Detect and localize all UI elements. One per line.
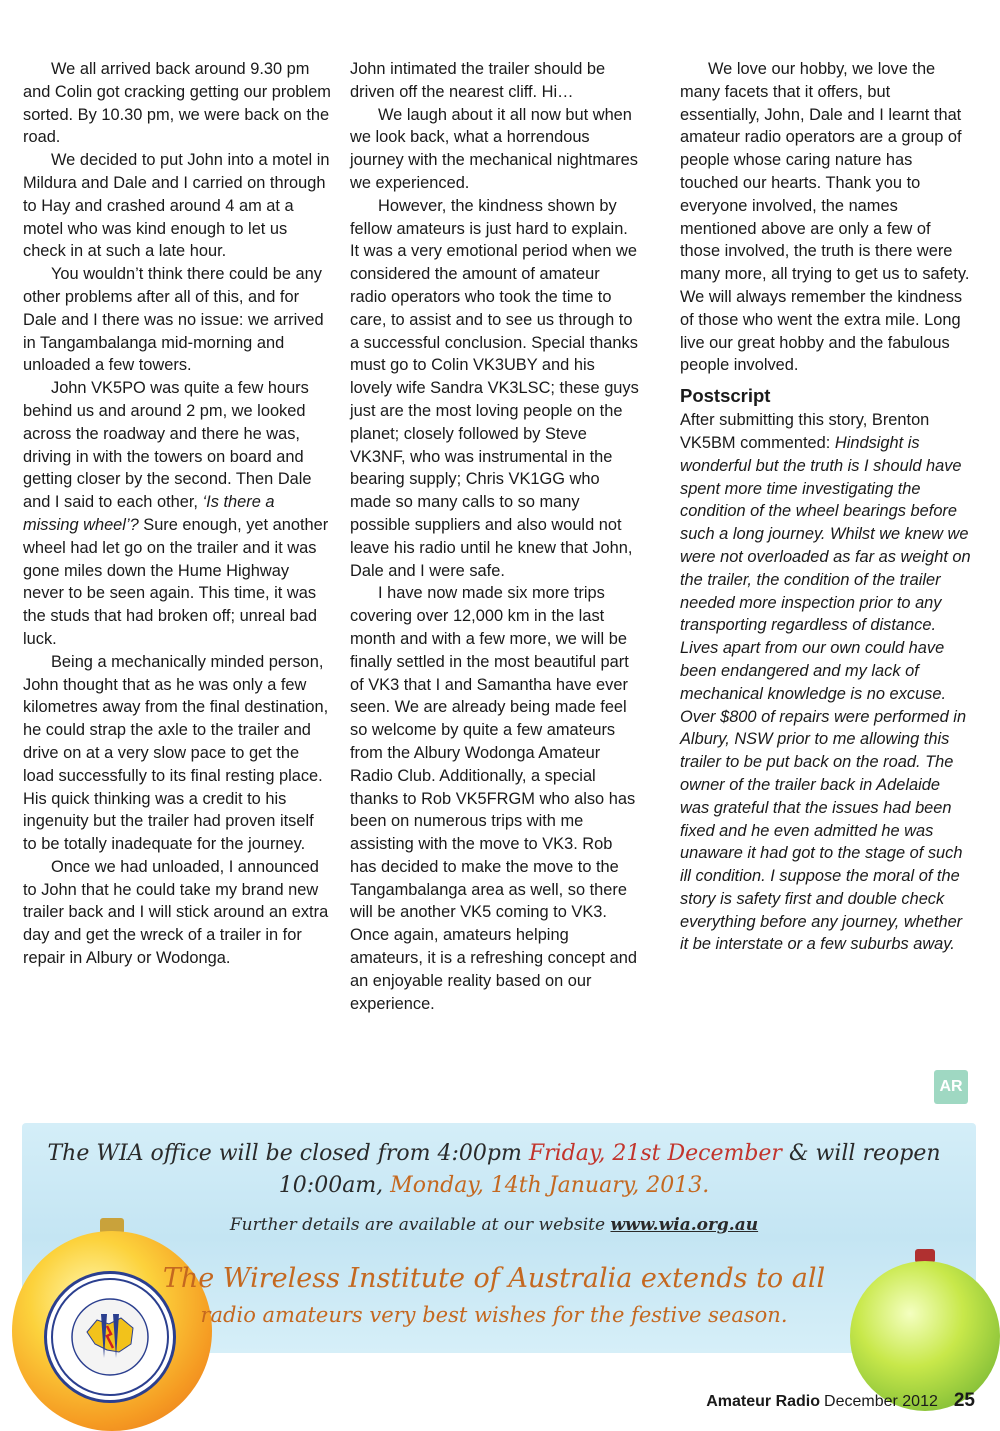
- closure-date: Friday, 21st December: [528, 1141, 782, 1166]
- paragraph: Being a mechanically minded person, John thought that as he was only a few kilometres away from the final destination, he could strap the axle to the trailer and drive on at a very slow pace to get the load successfully to its final resting place. His quick thinking was a credit to his ingenuity but the trailer had proven itself to be totally inadequate for the journey.: [23, 652, 329, 854]
- website-text: Further details are available at our website: [229, 1215, 611, 1235]
- page-number: 25: [953, 1390, 975, 1411]
- magazine-title: Amateur Radio: [706, 1393, 821, 1410]
- article-column-1: [23, 58, 331, 970]
- closure-text: The WIA office will be closed from 4:00pm: [47, 1141, 529, 1166]
- article-column-2: [350, 58, 640, 1015]
- paragraph-text: John VK5PO was quite a few hours behind us and around 2 pm, we looked across the roadway and there he was, driving in with the towers on board and getting closer by the second. Then Dale and I said to each other,: [23, 379, 312, 512]
- paragraph: I have now made six more trips covering over 12,000 km in the last month and with a few more, we will be finally settled in the most beautiful part of VK3 that I and Samantha have ever seen. We are already being made feel so welcome by quite a few amateurs from the Albury Wodonga Amateur Radio Club. Additionally, a special thanks to Rob VK5FRGM who also has been on numerous trips with me assisting with the move to VK3. Rob has decided to make the move to the Tangambalanga area as well, so there will be another VK5 coming to VK3. Once again, amateurs helping amateurs, it is a refreshing concept and an enjoyable reality based on our experience.: [350, 584, 637, 1013]
- paragraph: John intimated the trailer should be driven off the nearest cliff. Hi…: [350, 60, 606, 101]
- website-link[interactable]: www.wia.org.au: [610, 1215, 759, 1235]
- postscript-quote: Hindsight is wonderful but the truth is I should have spent more time investigating the condition of the wheel bearings before such a long journey. Whilst we knew we were not overloaded as far as weight on the trailer, the condition of the trailer needed more inspection prior to any transporting regardless of distance. Lives apart from our own could have been endangered and my lack of mechanical knowledge is no excuse. Over $800 of repairs were performed in Albury, NSW prior to me allowing this trailer to be put back on the road. The owner of the trailer back in Adelaide was grateful that the issues had been fixed and he even admitted he was unaware it had got to the stage of such ill condition. I suppose the moral of the story is safety first and double check everything before any journey, whether it be interstate or a few suburbs away.: [680, 433, 971, 954]
- paragraph: Once we had unloaded, I announced to John that he could take my brand new trailer back and I will stick around an extra day and get the wreck of a trailer in for repair in Albury or Wodonga.: [23, 857, 329, 968]
- festive-notice-banner: [12, 1123, 976, 1381]
- paragraph: You wouldn’t think there could be any other problems after all of this, and for Dale and I there was no issue: we arrived in Tangambalanga mid-morning and unloaded a few towers.: [23, 265, 324, 375]
- postscript-heading: Postscript: [680, 385, 771, 407]
- season-greeting-line-2: radio amateurs very best wishes for the festive season.: [200, 1303, 788, 1327]
- reopen-line: [12, 1173, 976, 1198]
- reopen-time: 10:00am,: [278, 1173, 391, 1198]
- ar-end-mark-icon: AR: [934, 1070, 968, 1104]
- paragraph: We love our hobby, we love the many facets that it offers, but essentially, John, Dale and I learnt that amateur radio operators are a group of people whose caring nature has touched our hearts. Thank you to everyone involved, the names mentioned above are only a few of those involved, the truth is there were many more, all trying to get us to safety. We will always remember the kindness of those who went the extra mile. Long live our great hobby and the fabulous people involved.: [680, 60, 970, 375]
- paragraph: However, the kindness shown by fellow amateurs is just hard to explain. It was a very emotional period when we considered the amount of amateur radio operators who took the time to care, to assist and to see us through to a successful conclusion. Special thanks must go to Colin VK3UBY and his lovely wife Sandra VK3LSC; these guys just are the most loving people on the planet; closely followed by Steve VK3NF, who was instrumental in the bearing supply; Chris VK1GG who made so many calls to so many possible suppliers and also would not leave his radio until he knew that John, Dale and I were safe.: [350, 196, 639, 580]
- paragraph: We decided to put John into a motel in Mildura and Dale and I carried on through to Hay and crashed around 4 am at a motel who was kind enough to let us check in at such a late hour.: [23, 151, 330, 261]
- office-closure-line: [12, 1141, 976, 1166]
- paragraph: We laugh about it all now but when we look back, what a horrendous journey with the mechanical nightmares we experienced.: [350, 105, 638, 192]
- article-column-3: [680, 58, 972, 956]
- season-greeting-line-1: The Wireless Institute of Australia extends to all: [162, 1263, 826, 1294]
- paragraph: We all arrived back around 9.30 pm and Colin got cracking getting our problem sorted. By 10.30 pm, we were back on the road.: [23, 60, 331, 147]
- paragraph: [23, 377, 331, 651]
- postscript-intro: After submitting this story, Brenton VK5BM commented:: [680, 411, 930, 452]
- reopen-text: & will reopen: [781, 1141, 941, 1166]
- issue-date: December 2012: [824, 1393, 938, 1410]
- website-line: [12, 1215, 976, 1235]
- reopen-date: Monday, 14th January, 2013.: [390, 1173, 710, 1198]
- postscript-paragraph: [680, 409, 972, 956]
- paragraph-text: Sure enough, yet another wheel had let go on the trailer and it was gone miles down the Hume Highway never to be seen again. This time, it was the studs that had broken off; unreal bad luck.: [23, 515, 329, 648]
- page-footer: [0, 1390, 975, 1412]
- italic-quote: ‘Is there a missing wheel’?: [23, 493, 275, 534]
